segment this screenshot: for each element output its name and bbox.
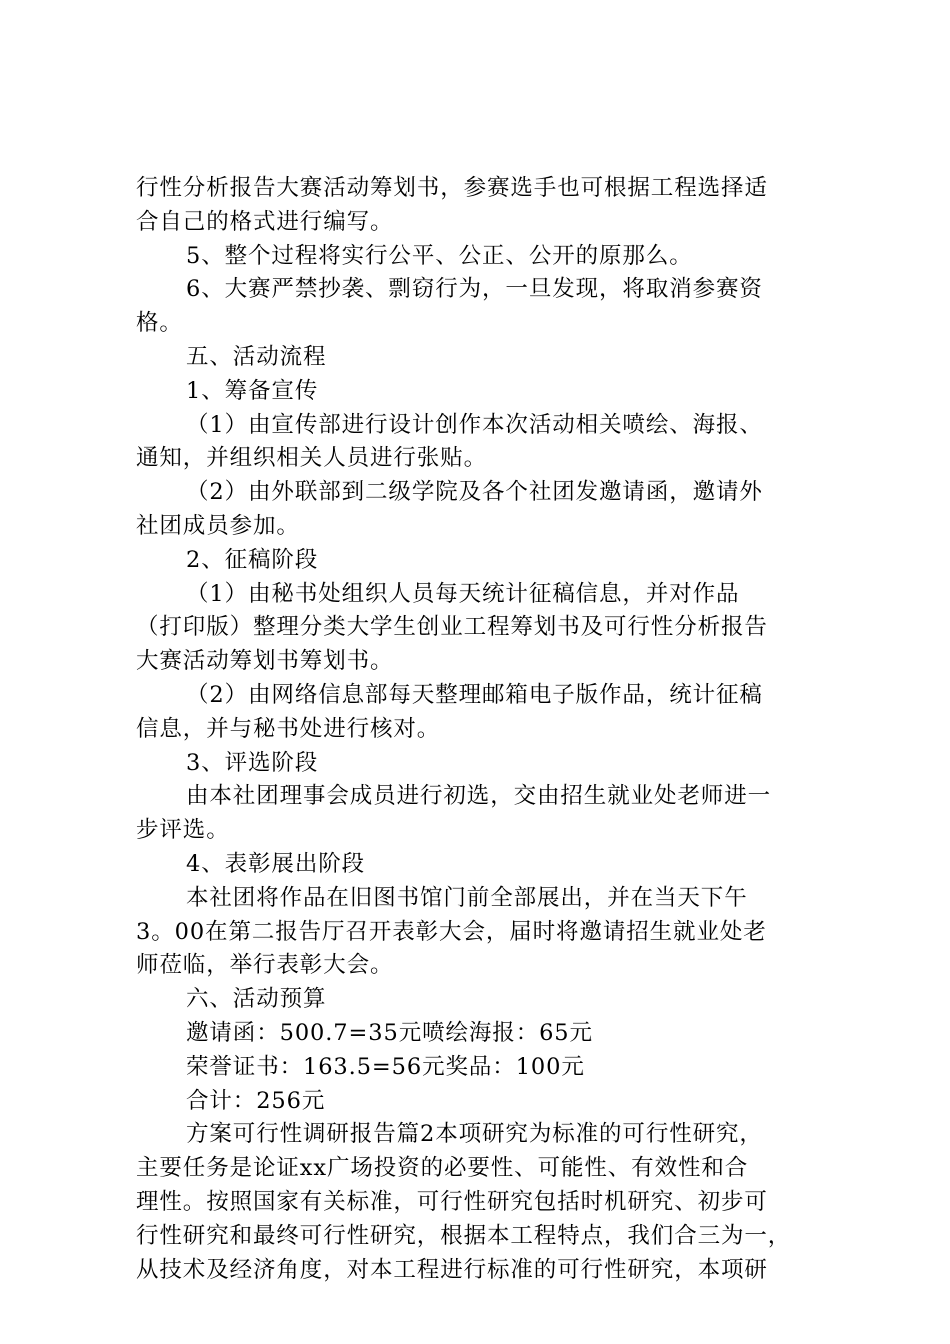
budget-total: 合计：256元 bbox=[186, 1087, 326, 1114]
document-body bbox=[136, 172, 826, 1287]
text-line: 合自己的格式进行编写。 bbox=[136, 208, 394, 235]
budget-line: 邀请函：500.7=35元喷绘海报：65元 bbox=[186, 1019, 593, 1046]
text-line: 步评选。 bbox=[136, 817, 230, 844]
text-line: （2）由外联部到二级学院及各个社团发邀请函，邀请外 bbox=[186, 479, 763, 506]
text-line: 3。00在第二报告厅召开表彰大会，届时将邀请招生就业处老 bbox=[136, 918, 767, 945]
text-line: 通知，并组织相关人员进行张贴。 bbox=[136, 445, 488, 472]
text-line: （1）由秘书处组织人员每天统计征稿信息，并对作品 bbox=[186, 580, 740, 607]
text-line: 6、大赛严禁抄袭、剽窃行为，一旦发现，将取消参赛资 bbox=[186, 276, 763, 303]
section-heading: 五、活动流程 bbox=[186, 343, 327, 370]
text-line: 格。 bbox=[136, 310, 183, 337]
text-line: 主要任务是论证xx广场投资的必要性、可能性、有效性和合 bbox=[136, 1155, 749, 1182]
text-line: 理性。按照国家有关标准，可行性研究包括时机研究、初步可 bbox=[136, 1188, 768, 1215]
text-line: （打印版）整理分类大学生创业工程筹划书及可行性分析报告 bbox=[136, 614, 768, 641]
text-line: 方案可行性调研报告篇2本项研究为标准的可行性研究， bbox=[186, 1121, 763, 1148]
section-heading: 六、活动预算 bbox=[186, 986, 327, 1013]
text-line: （1）由宣传部进行设计创作本次活动相关喷绘、海报、 bbox=[186, 411, 763, 438]
text-line: 5、整个过程将实行公平、公正、公开的原那么。 bbox=[186, 242, 693, 269]
text-line: （2）由网络信息部每天整理邮箱电子版作品，统计征稿 bbox=[186, 681, 763, 708]
subsection-heading: 4、表彰展出阶段 bbox=[186, 850, 366, 877]
subsection-heading: 1、筹备宣传 bbox=[186, 377, 319, 404]
budget-line: 荣誉证书：163.5=56元奖品：100元 bbox=[186, 1053, 585, 1080]
text-line: 本社团将作品在旧图书馆门前全部展出，并在当天下午 bbox=[186, 884, 748, 911]
text-line: 行性分析报告大赛活动筹划书，参赛选手也可根据工程选择适 bbox=[136, 175, 768, 201]
text-line: 师莅临，举行表彰大会。 bbox=[136, 952, 394, 979]
text-line: 行性研究和最终可行性研究，根据本工程特点，我们合三为一， bbox=[136, 1222, 792, 1249]
text-line: 大赛活动筹划书筹划书。 bbox=[136, 648, 394, 675]
text-line: 从技术及经济角度，对本工程进行标准的可行性研究，本项研 bbox=[136, 1256, 768, 1283]
subsection-heading: 2、征稿阶段 bbox=[186, 546, 319, 573]
text-line: 社团成员参加。 bbox=[136, 512, 300, 539]
text-line: 信息，并与秘书处进行核对。 bbox=[136, 715, 441, 742]
subsection-heading: 3、评选阶段 bbox=[186, 749, 319, 776]
text-line: 由本社团理事会成员进行初选，交由招生就业处老师进一 bbox=[186, 783, 772, 810]
